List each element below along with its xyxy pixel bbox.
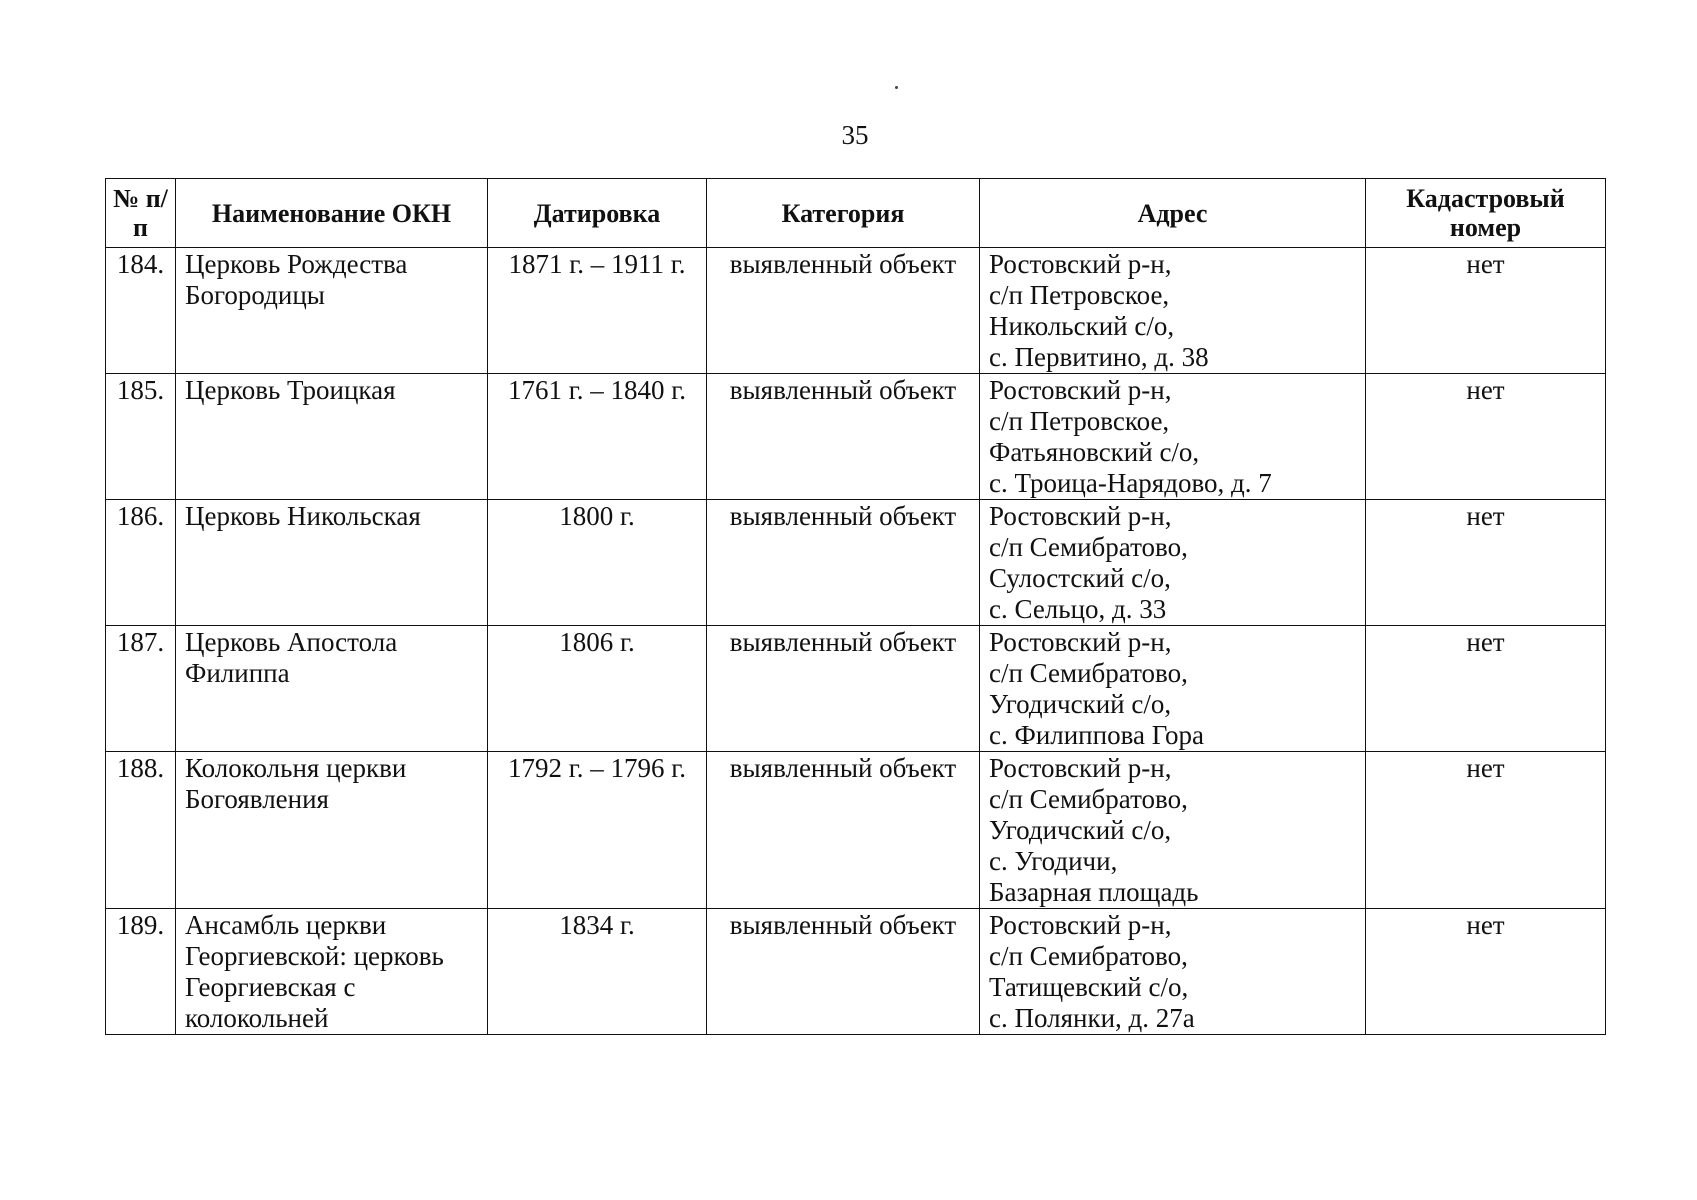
okn-table	[105, 178, 1606, 1035]
table-body	[106, 248, 1606, 1035]
address-line: Сулостский с/о,	[989, 563, 1171, 593]
header-address: Адрес	[980, 179, 1366, 248]
object-name: Ансамбль церкви Георгиевской: церковь Георгиевская с колокольней	[176, 909, 488, 1035]
address-line: Татищевский с/о,	[989, 972, 1189, 1002]
address-line: Угодичский с/о,	[989, 689, 1172, 719]
address-line: с. Полянки, д. 27а	[989, 1003, 1195, 1033]
address-line: с/п Семибратово,	[989, 532, 1188, 562]
address-line: с. Сельцо, д. 33	[989, 594, 1167, 624]
address-line: Никольский с/о,	[989, 311, 1175, 341]
row-number: 187.	[106, 626, 176, 752]
table-row	[106, 626, 1606, 752]
address-line: с. Угодичи,	[989, 846, 1118, 876]
object-date: 1792 г. – 1796 г.	[488, 752, 707, 909]
object-address	[980, 500, 1366, 626]
object-address	[980, 752, 1366, 909]
address-line: Ростовский р-н,	[989, 910, 1172, 940]
page-number: 35	[841, 120, 869, 150]
object-date: 1871 г. – 1911 г.	[488, 248, 707, 374]
object-category: выявленный объект	[707, 248, 980, 374]
address-line: с/п Петровское,	[989, 406, 1170, 436]
object-category: выявленный объект	[707, 909, 980, 1035]
table-row	[106, 752, 1606, 909]
table-row	[106, 374, 1606, 500]
cadastral-number: нет	[1366, 909, 1606, 1035]
object-address	[980, 248, 1366, 374]
row-number: 186.	[106, 500, 176, 626]
object-category: выявленный объект	[707, 626, 980, 752]
object-name: Церковь Никольская	[176, 500, 488, 626]
address-line: Ростовский р-н,	[989, 753, 1172, 783]
object-date: 1834 г.	[488, 909, 707, 1035]
header-date: Датировка	[488, 179, 707, 248]
address-line: Базарная площадь	[989, 877, 1199, 907]
row-number: 184.	[106, 248, 176, 374]
object-category: выявленный объект	[707, 500, 980, 626]
object-category: выявленный объект	[707, 374, 980, 500]
address-line: с/п Семибратово,	[989, 658, 1188, 688]
cadastral-number: нет	[1366, 500, 1606, 626]
address-line: с. Филиппова Гора	[989, 720, 1204, 750]
address-line: Ростовский р-н,	[989, 375, 1172, 405]
object-address	[980, 626, 1366, 752]
object-name: Церковь Апостола Филиппа	[176, 626, 488, 752]
address-line: с/п Петровское,	[989, 280, 1170, 310]
cadastral-number: нет	[1366, 248, 1606, 374]
object-address	[980, 909, 1366, 1035]
address-line: с. Первитино, д. 38	[989, 342, 1209, 372]
address-line: Ростовский р-н,	[989, 249, 1172, 279]
header-category: Категория	[707, 179, 980, 248]
address-line: с/п Семибратово,	[989, 941, 1188, 971]
header-num: № п/п	[106, 179, 176, 248]
object-address	[980, 374, 1366, 500]
cadastral-number: нет	[1366, 752, 1606, 909]
table-row	[106, 500, 1606, 626]
table-header	[106, 179, 1606, 248]
object-name: Церковь Рождества Богородицы	[176, 248, 488, 374]
address-line: Угодичский с/о,	[989, 815, 1172, 845]
object-date: 1806 г.	[488, 626, 707, 752]
table-row	[106, 248, 1606, 374]
scan-artifact-dot	[895, 86, 898, 89]
table-row	[106, 909, 1606, 1035]
header-name: Наименование ОКН	[176, 179, 488, 248]
header-cadastral: Кадастровый номер	[1366, 179, 1606, 248]
object-category: выявленный объект	[707, 752, 980, 909]
object-name: Колокольня церкви Богоявления	[176, 752, 488, 909]
address-line: Ростовский р-н,	[989, 627, 1172, 657]
address-line: Фатьяновский с/о,	[989, 437, 1200, 467]
row-number: 189.	[106, 909, 176, 1035]
object-date: 1800 г.	[488, 500, 707, 626]
cadastral-number: нет	[1366, 374, 1606, 500]
object-name: Церковь Троицкая	[176, 374, 488, 500]
row-number: 185.	[106, 374, 176, 500]
cadastral-number: нет	[1366, 626, 1606, 752]
row-number: 188.	[106, 752, 176, 909]
header-row	[106, 179, 1606, 248]
address-line: с/п Семибратово,	[989, 784, 1188, 814]
address-line: Ростовский р-н,	[989, 501, 1172, 531]
object-date: 1761 г. – 1840 г.	[488, 374, 707, 500]
address-line: с. Троица-Нарядово, д. 7	[989, 468, 1272, 498]
